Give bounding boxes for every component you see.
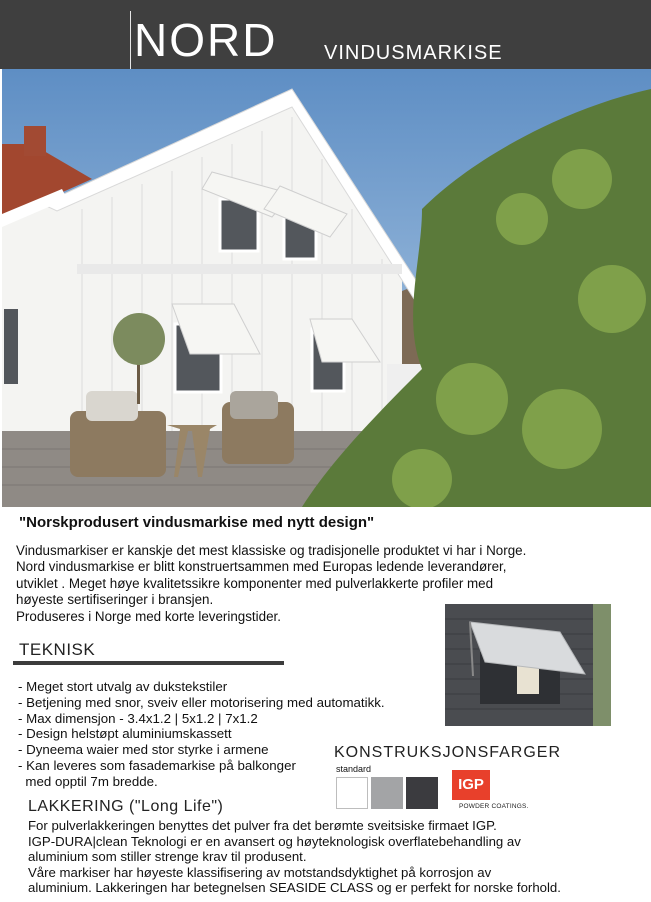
igp-logo: IGP	[452, 770, 490, 800]
tagline: "Norskprodusert vindusmarkise med nytt design"	[19, 514, 375, 531]
lakkering-line: Våre markiser har høyeste klassifisering av motstandsdyktighet på korrosjon av	[28, 864, 492, 880]
color-swatch-white	[336, 777, 368, 809]
lakkering-line: aluminium. Lakkeringen har betegnelsen SEASIDE CLASS og er perfekt for norske forhold.	[28, 880, 561, 896]
spec-item: - Betjening med snor, sveiv eller motorisering med automatikk.	[18, 694, 385, 710]
hero-photo	[2, 69, 651, 507]
igp-logo-subtitle: POWDER COATINGS.	[459, 803, 529, 810]
technical-title: TEKNISK	[19, 640, 96, 659]
lakkering-line: IGP-DURA|clean Teknologi er en avansert og høyteknologisk overflatebehandling av	[28, 833, 521, 849]
window-awning-photo	[445, 604, 611, 726]
color-swatch-anthracite	[406, 777, 438, 809]
spec-item: - Design helstøpt aluminiumskassett	[18, 726, 232, 742]
house-illustration	[2, 69, 651, 507]
technical-list	[18, 679, 448, 790]
lakkering-title: LAKKERING ("Long Life")	[28, 798, 224, 815]
spec-item: - Dyneema waier med stor styrke i armene	[18, 742, 269, 758]
brand-title: NORD	[134, 14, 278, 66]
intro-line: Vindusmarkiser er kanskje det mest klassiske og tradisjonelle produktet vi har i Norge.	[16, 543, 527, 558]
awning-illustration	[445, 604, 611, 726]
spec-item: - Meget stort utvalg av dukstekstiler	[18, 679, 228, 694]
color-swatch-grey	[371, 777, 403, 809]
spec-item: - Kan leveres som fasademarkise på balkonger	[18, 757, 296, 773]
intro-line: Nord vindusmarkise er blitt konstruertsammen med Europas ledende leverandører,	[16, 559, 507, 575]
intro-line: Produseres i Norge med korte leveringstider.	[16, 608, 281, 624]
header-divider	[130, 11, 131, 69]
page-header	[0, 0, 651, 69]
lakkering-line: aluminium som stiller strenge krav til produsent.	[28, 849, 307, 865]
spec-item: med opptil 7m bredde.	[18, 773, 158, 789]
intro-line: utviklet . Meget høye kvalitetssikre komponenter med pulverlakkerte profiler med	[16, 575, 494, 591]
product-title: VINDUSMARKISE	[324, 42, 503, 64]
intro-line: høyeste sertifiseringer i bransjen.	[16, 592, 214, 608]
spec-item: - Max dimensjon - 3.4x1.2 | 5x1.2 | 7x1.2	[18, 710, 258, 726]
colors-title: KONSTRUKSJONSFARGER	[334, 744, 562, 761]
lakkering-text	[28, 818, 628, 896]
technical-rule	[13, 661, 284, 665]
lakkering-line: For pulverlakkeringen benyttes det pulver fra det berømte sveitsiske firmaet IGP.	[28, 818, 497, 833]
standard-label: standard	[336, 764, 372, 774]
